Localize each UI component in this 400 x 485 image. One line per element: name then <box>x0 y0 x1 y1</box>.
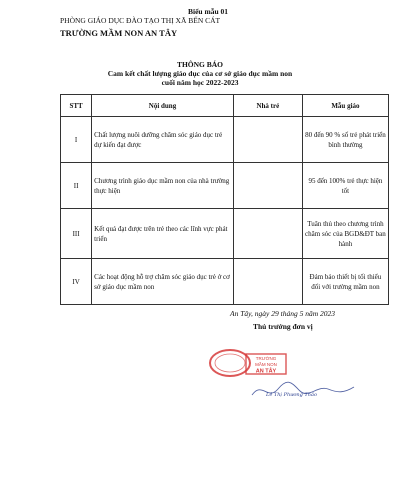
row-mau-giao: Tuân thủ theo chương trình chăm sóc của BGD&ĐT ban hành <box>302 209 388 259</box>
table-row <box>61 259 389 305</box>
table-header-row <box>61 95 389 117</box>
row-nha-tre <box>233 209 302 259</box>
signature-name: Lê Thị Phương Thảo <box>266 392 317 398</box>
row-content: Các hoạt động hỗ trợ chăm sóc giáo dục trẻ ở cơ sở giáo dục mầm non <box>92 259 234 305</box>
row-stt: III <box>61 209 92 259</box>
row-content: Kết quả đạt được trên trẻ theo các lĩnh vực phát triển <box>92 209 234 259</box>
form-number: Biểu mẫu 01 <box>188 7 229 16</box>
row-stt: I <box>61 117 92 163</box>
school-stamp <box>208 348 300 378</box>
document-title: THÔNG BÁO <box>176 60 224 69</box>
table-row <box>61 163 389 209</box>
stamp-text-bottom: AN TÂY <box>255 368 277 375</box>
header-mau-giao: Mẫu giáo <box>302 95 388 117</box>
header-nha-tre: Nhà trẻ <box>233 95 302 117</box>
row-stt: IV <box>61 259 92 305</box>
signature-role: Thủ trưởng đơn vị <box>253 322 313 331</box>
stamp-text-mid: MẦM NON <box>255 362 277 367</box>
row-mau-giao: 95 đến 100% trẻ thực hiện tốt <box>302 163 388 209</box>
row-content: Chương trình giáo dục mầm non của nhà trường thực hiện <box>92 163 234 209</box>
table-row <box>61 209 389 259</box>
table-row <box>61 117 389 163</box>
header-content: Nội dung <box>92 95 234 117</box>
row-nha-tre <box>233 117 302 163</box>
document-school-year: cuối năm học 2022-2023 <box>161 78 239 87</box>
row-content: Chất lượng nuôi dưỡng chăm sóc giáo dục trẻ dự kiến đạt được <box>92 117 234 163</box>
row-nha-tre <box>233 163 302 209</box>
school-name: TRƯỜNG MẦM NON AN TÂY <box>60 28 178 38</box>
signature-date: An Tây, ngày 29 tháng 5 năm 2023 <box>230 309 335 318</box>
row-stt: II <box>61 163 92 209</box>
row-mau-giao: Đảm bảo thiết bị tối thiểu đối với trường mầm non <box>302 259 388 305</box>
handwritten-signature <box>248 375 358 403</box>
document-subtitle: Cam kết chất lượng giáo dục của cơ sở giáo dục mầm non <box>107 69 293 78</box>
commitment-table <box>60 94 389 305</box>
department-name: PHÒNG GIÁO DỤC ĐÀO TẠO THỊ XÃ BẾN CÁT <box>60 16 221 25</box>
header-stt: STT <box>61 95 92 117</box>
stamp-text-top: TRƯỜNG <box>255 356 277 361</box>
row-nha-tre <box>233 259 302 305</box>
row-mau-giao: 80 đến 90 % số trẻ phát triển bình thường <box>302 117 388 163</box>
title-block <box>0 60 400 87</box>
